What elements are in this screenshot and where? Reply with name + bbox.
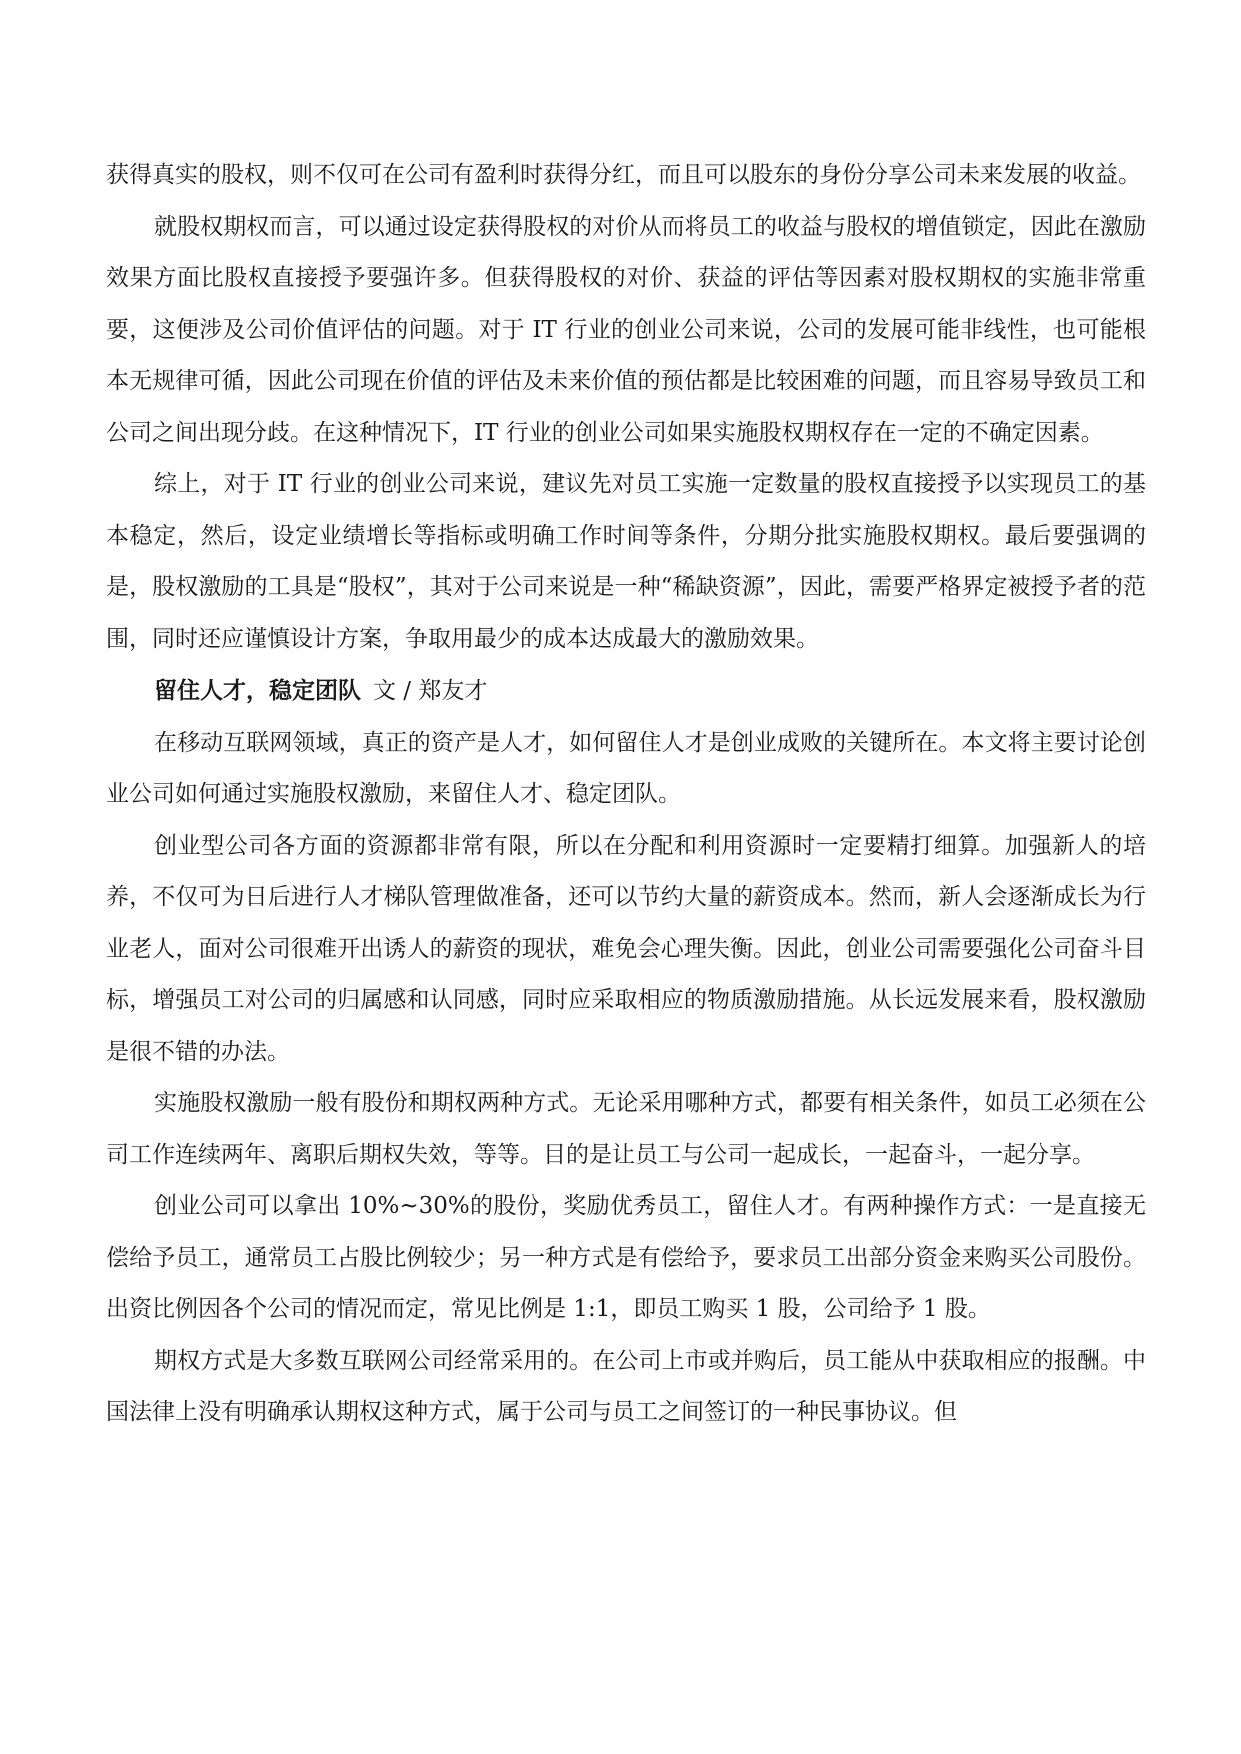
paragraph-methods: 实施股权激励一般有股份和期权两种方式。无论采用哪种方式，都要有相关条件，如员工必须在公司工作连续两年、离职后期权失效，等等。目的是让员工与公司一起成长，一起奋斗，一起分享。: [106, 1090, 1146, 1168]
paragraph-equity-options: 就股权期权而言，可以通过设定获得股权的对价从而将员工的收益与股权的增值锁定，因此在激励效果方面比股权直接授予要强许多。但获得股权的对价、获益的评估等因素对股权期权的实施非常重要，这便涉及公司价值评估的问题。对于 IT 行业的创业公司来说，公司的发展可能非线性，也可能根本无规律可循，因此公司现在价值的评估及未来价值的预估都是比较困难的问题，而且容易导致员工和公司之间出现分歧。在这种情况下，IT 行业的创业公司如果实施股权期权存在一定的不确定因素。: [106, 213, 1146, 446]
section-title: 留住人才，稳定团队: [154, 677, 361, 704]
paragraph-summary: 综上，对于 IT 行业的创业公司来说，建议先对员工实施一定数量的股权直接授予以实现员工的基本稳定，然后，设定业绩增长等指标或明确工作时间等条件，分期分批实施股权期权。最后要强调的是，股权激励的工具是“股权”，其对于公司来说是一种“稀缺资源”，因此，需要严格界定被授予者的范围，同时还应谨慎设计方案，争取用最少的成本达成最大的激励效果。: [106, 471, 1146, 652]
paragraph-continued: 获得真实的股权，则不仅可在公司有盈利时获得分红，而且可以股东的身份分享公司未来发展的收益。: [106, 162, 1141, 188]
paragraph-intro: 在移动互联网领域，真正的资产是人才，如何留住人才是创业成败的关键所在。本文将主要讨论创业公司如何通过实施股权激励，来留住人才、稳定团队。: [106, 729, 1146, 807]
section-heading: [106, 665, 1146, 718]
document-page: [106, 150, 1146, 1439]
paragraph-resources: 创业型公司各方面的资源都非常有限，所以在分配和利用资源时一定要精打细算。加强新人的培养，不仅可为日后进行人才梯队管理做准备，还可以节约大量的薪资成本。然而，新人会逐渐成长为行业老人，面对公司很难开出诱人的薪资的现状，难免会心理失衡。因此，创业公司需要强化公司奋斗目标，增强员工对公司的归属感和认同感，同时应采取相应的物质激励措施。从长远发展来看，股权激励是很不错的办法。: [106, 832, 1146, 1065]
paragraph-options-method: 期权方式是大多数互联网公司经常采用的。在公司上市或并购后，员工能从中获取相应的报酬。中国法律上没有明确承认期权这种方式，属于公司与员工之间签订的一种民事协议。但: [106, 1347, 1146, 1425]
paragraph-share-ratio: 创业公司可以拿出 10%~30%的股份，奖励优秀员工，留住人才。有两种操作方式：一是直接无偿给予员工，通常员工占股比例较少；另一种方式是有偿给予，要求员工出部分资金来购买公司股份。出资比例因各个公司的情况而定，常见比例是 1:1，即员工购买 1 股，公司给予 1 股。: [106, 1193, 1146, 1322]
section-byline: 文 / 郑友才: [373, 678, 488, 704]
